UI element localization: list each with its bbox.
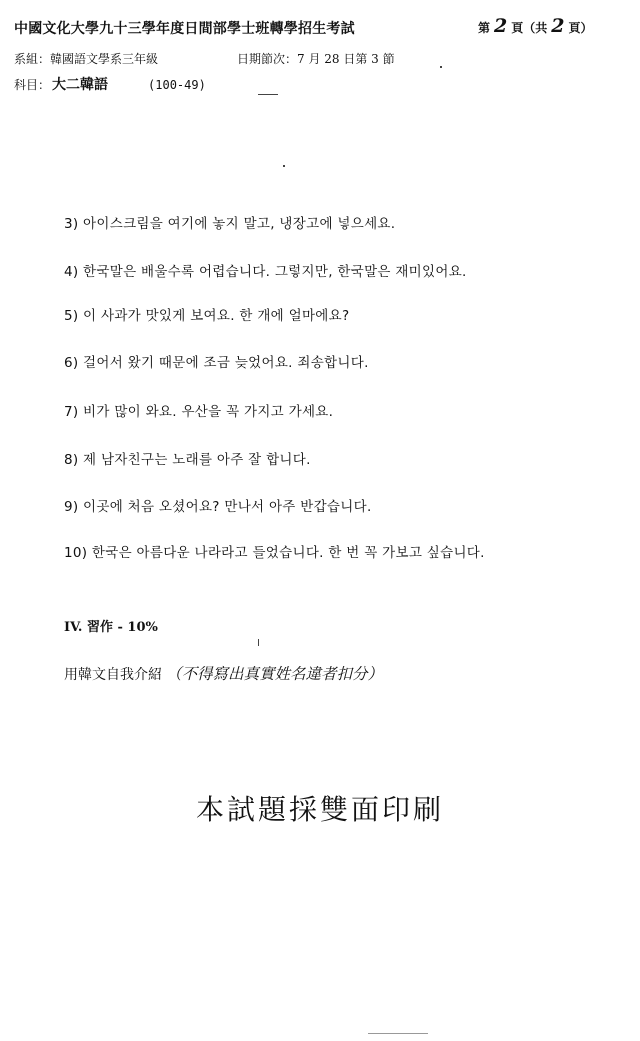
page-total: 2 xyxy=(551,15,565,37)
scan-speck xyxy=(440,66,442,68)
question-9: 9) 이곳에 처음 오셨어요? 만나서 아주 반갑습니다. xyxy=(64,499,372,515)
question-8: 8) 제 남자친구는 노래를 아주 잘 합니다. xyxy=(64,452,311,468)
page-number: 2 xyxy=(494,15,508,37)
page-prefix: 第 xyxy=(478,21,491,35)
section-heading xyxy=(64,616,158,635)
question-7: 7) 비가 많이 와요. 우산을 꼭 가지고 가세요. xyxy=(64,404,334,420)
scan-speck xyxy=(258,94,278,95)
section-weight: - 10% xyxy=(117,620,158,635)
subject-label: 科目： xyxy=(14,78,51,92)
scan-speck xyxy=(283,165,285,167)
department-line: 系組：韓國語文學系三年級 xyxy=(14,52,159,66)
scan-speck xyxy=(258,639,259,646)
question-4: 4) 한국말은 배울수록 어렵습니다. 그렇지만, 한국말은 재미있어요. xyxy=(64,264,467,280)
page-suffix: 頁） xyxy=(568,21,593,35)
subject-name: 大二韓語 xyxy=(52,77,109,93)
page-indicator xyxy=(478,15,593,37)
exam-title: 中國文化大學九十三學年度日間部學士班轉學招生考試 xyxy=(14,21,355,37)
double-sided-notice: 本試題採雙面印刷 xyxy=(195,793,444,826)
subject-line xyxy=(14,74,206,94)
scan-speck xyxy=(368,1033,428,1034)
question-6: 6) 걸어서 왔기 때문에 조금 늦었어요. 죄송합니다. xyxy=(64,355,369,371)
question-10: 10) 한국은 아름다운 나라라고 들었습니다. 한 번 꼭 가보고 싶습니다. xyxy=(64,545,485,561)
date-line: 日期節次：7 月 28 日第 3 節 xyxy=(237,52,395,66)
page-middle: 頁（共 xyxy=(511,21,548,35)
subject-code: (100-49) xyxy=(148,78,206,92)
instruction-note: （不得寫出真實姓名違者扣分） xyxy=(166,665,384,683)
section-title: IV. 習作 xyxy=(64,620,113,635)
question-3: 3) 아이스크림을 여기에 놓지 말고, 냉장고에 넣으세요. xyxy=(64,216,396,232)
section-instruction xyxy=(64,662,383,684)
instruction-text: 用韓文自我介紹 xyxy=(64,667,162,683)
question-5: 5) 이 사과가 맛있게 보여요. 한 개에 얼마에요? xyxy=(64,308,350,324)
